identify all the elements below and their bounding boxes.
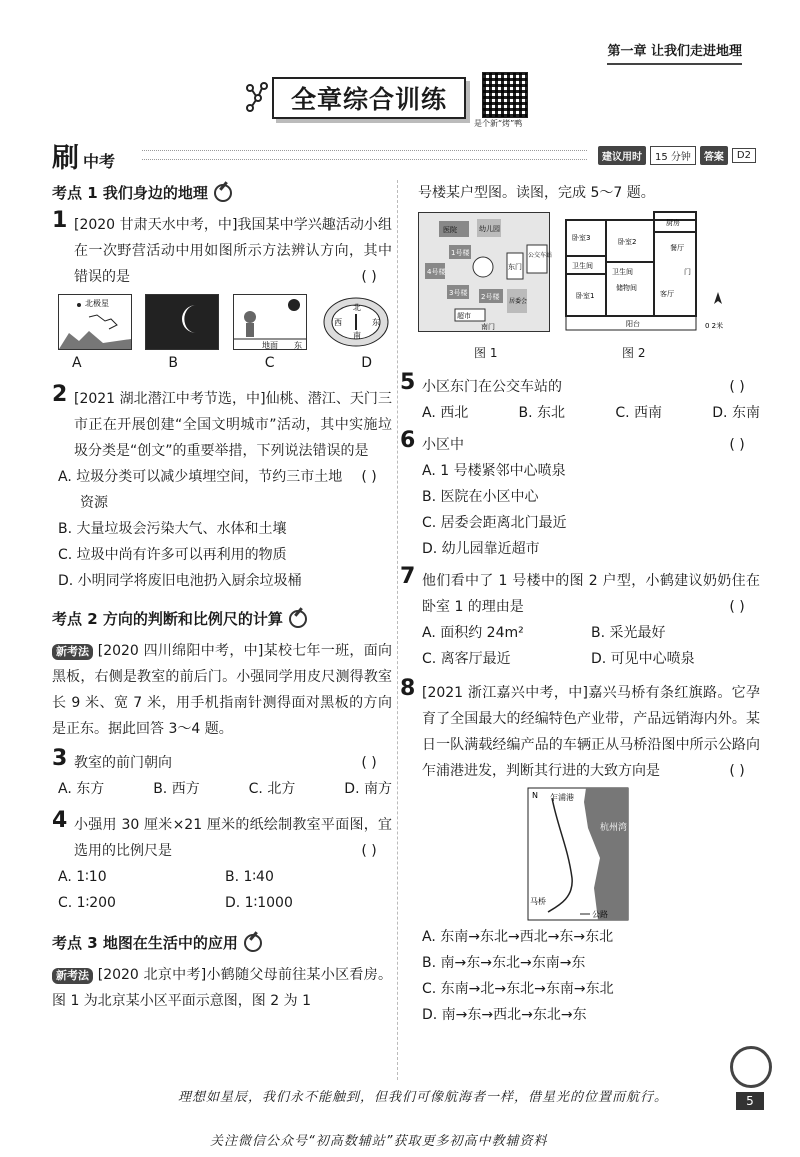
svg-text:超市: 超市 — [457, 312, 471, 320]
q3-option-d[interactable]: D. 南方 — [344, 781, 392, 797]
footer-quote: 理想如星辰，我们永不能触到，但我们可像航海者一样，借星光的位置而航行。 — [178, 1090, 669, 1105]
q7-option-d[interactable]: D. 可见中心喷泉 — [591, 651, 695, 667]
q7-option-c[interactable]: C. 离客厅最近 — [422, 651, 511, 667]
q5-option-a[interactable]: A. 西北 — [422, 405, 469, 421]
answer-blank[interactable]: ( ) — [361, 843, 377, 859]
question-number: 2 — [52, 382, 68, 407]
kaodian-3 — [52, 930, 392, 956]
q6-option-d[interactable]: D. 幼儿园靠近超市 — [422, 541, 540, 557]
svg-text:杭州湾: 杭州湾 — [600, 823, 628, 833]
footer-note: 关注微信公众号“初高数辅站”获取更多初高中教辅资料 — [210, 1134, 548, 1149]
svg-text:公路: 公路 — [592, 910, 608, 919]
answer-blank[interactable]: ( ) — [729, 599, 745, 615]
time-box — [598, 146, 756, 165]
molecule-icon — [244, 80, 272, 112]
answer-blank[interactable]: ( ) — [361, 755, 377, 771]
answer-blank[interactable]: ( ) — [361, 469, 377, 485]
pic-c-shadow-icon — [233, 294, 307, 350]
svg-text:西: 西 — [333, 318, 342, 327]
svg-text:卫生间: 卫生间 — [612, 268, 633, 276]
question-text: [2020 甘肃天水中考，中]我国某中学兴趣活动小组在一次野营活动中用如图所示方法辨认方向，其中错误的是 — [74, 217, 392, 285]
answer-label: 答案 — [700, 146, 728, 165]
q6-option-a[interactable]: A. 1 号楼紧邻中心喷泉 — [422, 463, 566, 479]
svg-text:卧室2: 卧室2 — [618, 238, 637, 246]
pic-c-east-label: 东 — [293, 341, 302, 350]
q6-option-b[interactable]: B. 医院在小区中心 — [422, 489, 539, 505]
question-number: 8 — [400, 676, 416, 701]
question-text: 小区中 — [422, 437, 464, 453]
svg-text:东: 东 — [371, 318, 380, 327]
q7-options-row2 — [400, 646, 760, 672]
pen-icon — [244, 934, 262, 952]
q7-option-a[interactable]: A. 面积约 24m² — [422, 625, 524, 641]
svg-text:2号楼: 2号楼 — [481, 293, 500, 301]
svg-text:卧室1: 卧室1 — [576, 292, 595, 300]
svg-text:卫生间: 卫生间 — [572, 262, 593, 270]
q4-options-row2 — [52, 890, 392, 916]
q1-pictures — [52, 294, 392, 350]
svg-text:3号楼: 3号楼 — [449, 289, 468, 297]
svg-text:N: N — [532, 791, 538, 800]
answer-value: D2 — [732, 148, 756, 163]
corner-logo-icon — [730, 1046, 772, 1088]
q3-options — [52, 776, 392, 802]
time-label: 建议用时 — [598, 146, 646, 165]
section-rule — [142, 150, 587, 160]
column-divider — [397, 180, 399, 1080]
question-3 — [52, 746, 392, 776]
figure-2-caption: 图 2 — [622, 346, 646, 360]
intro-text: [2020 北京中考]小鹤随父母前往某小区看房。图 1 为北京某小区平面示意图，图 2 为 1 — [52, 967, 392, 1009]
section-subtitle: 中考 — [83, 152, 116, 171]
q4-options-row1 — [52, 864, 392, 890]
pic-label: D — [361, 355, 372, 371]
pic-label: A — [72, 355, 82, 371]
svg-text:餐厅: 餐厅 — [670, 244, 684, 252]
answer-blank[interactable]: ( ) — [729, 437, 745, 453]
pic-a-star-icon — [58, 294, 132, 350]
q3-option-a[interactable]: A. 东方 — [58, 781, 105, 797]
pic-label: B — [168, 355, 178, 371]
question-6 — [400, 428, 760, 458]
q8-option-b[interactable]: B. 南→东→东北→东南→东 — [422, 955, 586, 971]
time-value: 15 分钟 — [650, 146, 696, 165]
svg-text:北: 北 — [352, 303, 361, 312]
pic-a-label: 北极星 — [85, 299, 109, 308]
question-number: 4 — [52, 808, 68, 833]
kaodian-3-label: 考点 3 地图在生活中的应用 — [52, 934, 238, 952]
q3-option-c[interactable]: C. 北方 — [248, 781, 296, 797]
question-4 — [52, 808, 392, 864]
question-text: 小强用 30 厘米×21 厘米的纸绘制教室平面图，宜选用的比例尺是 — [74, 817, 392, 859]
svg-text:卧室3: 卧室3 — [572, 234, 591, 242]
svg-text:储物间: 储物间 — [616, 284, 637, 292]
q5-option-b[interactable]: B. 东北 — [518, 405, 566, 421]
question-number: 5 — [400, 370, 416, 395]
question-text: [2021 浙江嘉兴中考，中]嘉兴马桥有条红旗路。它孕育了全国最大的经编特色产业带，产品远销海内外。某日一队满载经编产品的车辆正从马桥沿图中所示公路向乍浦港进发，判断其行进的大致方向是 — [422, 685, 760, 779]
pic-d-compass-icon — [320, 294, 392, 348]
kaodian-2-label: 考点 2 方向的判断和比例尺的计算 — [52, 610, 283, 628]
section-title-main: 刷 — [52, 143, 79, 174]
q2-option-b[interactable]: B. 大量垃圾会污染大气、水体和土壤 — [58, 521, 287, 537]
chapter-header: 第一章 让我们走进地理 — [607, 40, 742, 65]
q5-option-d[interactable]: D. 东南 — [712, 405, 760, 421]
q7-options-row1 — [400, 620, 760, 646]
question-number: 7 — [400, 564, 416, 589]
svg-text:0 2米: 0 2米 — [705, 322, 724, 330]
intro-text: [2020 四川绵阳中考，中]某校七年一班，面向黑板，右侧是教室的前后门。小强同学用皮尺测得教室长 9 米、宽 7 米，用手机指南针测得面对黑板的方向是正东。据此回答 3～4 题。 — [52, 643, 392, 737]
new-method-badge: 新考法 — [52, 968, 93, 984]
q8-map-container — [400, 784, 760, 924]
q8-option-a[interactable]: A. 东南→东北→西北→东→东北 — [422, 929, 614, 945]
q8-option-d[interactable]: D. 南→东→西北→东北→东 — [422, 1007, 587, 1023]
q4-option-c[interactable]: C. 1∶200 — [58, 895, 116, 911]
svg-text:公交车站: 公交车站 — [528, 252, 553, 259]
q5-option-c[interactable]: C. 西南 — [615, 405, 662, 421]
intro-continuation: 号楼某户型图。读图，完成 5～7 题。 — [418, 185, 655, 201]
svg-text:阳台: 阳台 — [626, 320, 640, 328]
q4-option-d[interactable]: D. 1∶1000 — [225, 895, 293, 911]
figure-1-caption: 图 1 — [474, 346, 498, 360]
q6-option-c[interactable]: C. 居委会距离北门最近 — [422, 515, 567, 531]
pic-c-label: 地面 — [261, 341, 278, 350]
question-7 — [400, 564, 760, 620]
kaodian-2 — [52, 606, 392, 632]
svg-text:南: 南 — [352, 331, 361, 340]
question-1 — [52, 208, 392, 290]
new-method-badge: 新考法 — [52, 644, 93, 660]
answer-blank[interactable]: ( ) — [729, 763, 745, 779]
svg-text:1号楼: 1号楼 — [451, 249, 470, 257]
q8-option-c[interactable]: C. 东南→北→东北→东南→东北 — [422, 981, 614, 997]
intro-3-4 — [52, 638, 392, 742]
question-text: [2021 湖北潜江中考节选，中]仙桃、潜江、天门三市正在开展创建“全国文明城市”活动，其中实施垃圾分类是“创文”的重要举措，下列说法错误的是 — [74, 391, 392, 459]
figure-area — [418, 212, 758, 368]
qr-caption: 是个新“烤”鸭 — [474, 119, 523, 128]
question-text: 小区东门在公交车站的 — [422, 379, 562, 395]
north-arrow-icon — [714, 292, 722, 304]
question-number: 1 — [52, 208, 68, 233]
question-number: 3 — [52, 746, 68, 771]
q7-option-b[interactable]: B. 采光最好 — [591, 625, 666, 641]
figure-1-community-map — [418, 212, 553, 332]
q8-map — [528, 788, 628, 920]
q4-option-b[interactable]: B. 1∶40 — [225, 869, 274, 885]
svg-text:马桥: 马桥 — [530, 897, 546, 906]
answer-blank[interactable]: ( ) — [361, 269, 377, 285]
q2-option-c[interactable]: C. 垃圾中尚有许多可以再利用的物质 — [58, 547, 287, 563]
svg-text:幼儿园: 幼儿园 — [479, 225, 500, 233]
left-column — [52, 180, 392, 1014]
svg-text:4号楼: 4号楼 — [427, 268, 446, 276]
svg-text:厨房: 厨房 — [666, 219, 680, 227]
question-text: 教室的前门朝向 — [74, 755, 172, 771]
question-8 — [400, 676, 760, 784]
svg-text:门: 门 — [684, 268, 691, 276]
q1-picture-labels — [52, 350, 392, 376]
question-5 — [400, 370, 760, 400]
question-number: 6 — [400, 428, 416, 453]
svg-text:客厅: 客厅 — [660, 290, 674, 298]
q3-option-b[interactable]: B. 西方 — [153, 781, 200, 797]
kaodian-1-label: 考点 1 我们身边的地理 — [52, 184, 208, 202]
question-text: 他们看中了 1 号楼中的图 2 户型，小鹤建议奶奶住在卧室 1 的理由是 — [422, 573, 760, 615]
page-title: 全章综合训练 — [272, 77, 466, 119]
pen-icon — [289, 610, 307, 628]
kaodian-1 — [52, 180, 392, 206]
q4-option-a[interactable]: A. 1∶10 — [58, 869, 107, 885]
intro-5-7 — [52, 962, 392, 1014]
section-title — [52, 136, 115, 175]
pic-b-moon-icon — [145, 294, 219, 350]
q2-option-a[interactable]: A. 垃圾分类可以减少填埋空间，节约三市土地资源 — [58, 469, 343, 511]
q2-option-d[interactable]: D. 小明同学将废旧电池扔入厨余垃圾桶 — [58, 573, 302, 589]
svg-text:医院: 医院 — [443, 226, 457, 234]
svg-text:东门: 东门 — [508, 263, 522, 271]
right-column — [400, 370, 760, 1028]
pen-icon — [214, 184, 232, 202]
answer-blank[interactable]: ( ) — [729, 379, 745, 395]
svg-text:居委会: 居委会 — [509, 298, 528, 305]
page-number: 5 — [736, 1092, 764, 1110]
q5-options — [400, 400, 760, 426]
svg-text:乍浦港: 乍浦港 — [550, 793, 574, 802]
question-2 — [52, 382, 392, 485]
figure-2-floor-plan — [566, 212, 724, 330]
svg-text:南门: 南门 — [481, 323, 495, 331]
qr-code[interactable] — [482, 72, 528, 118]
pic-label: C — [264, 355, 275, 371]
